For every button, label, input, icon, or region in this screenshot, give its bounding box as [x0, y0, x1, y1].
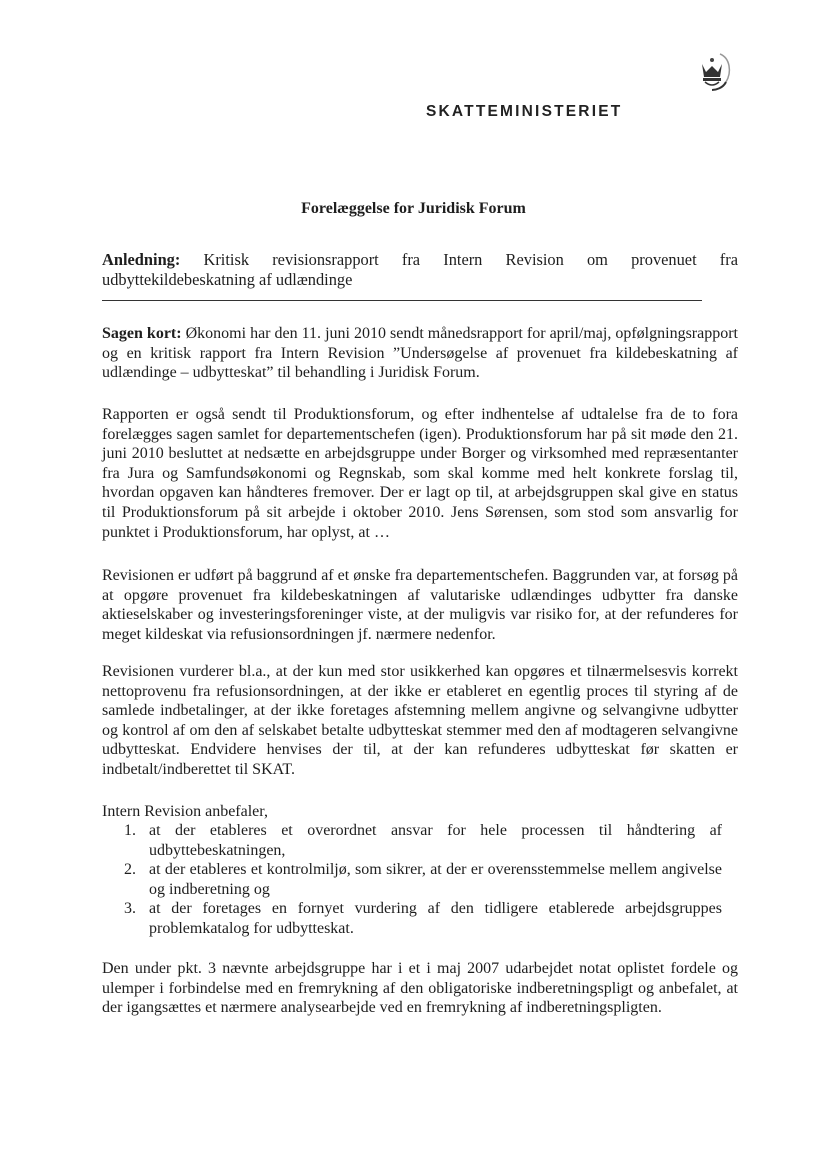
list-item: [102, 899, 722, 938]
list-item-text: at der etableres et kontrolmiljø, som sikrer, at der er overensstemmelse mellem angivelse og indberetning og: [149, 861, 722, 898]
ministry-name: SKATTEMINISTERIET: [426, 103, 623, 120]
paragraph-revision-baggrund: Revisionen er udført på baggrund af et ønske fra departementschefen. Baggrunden var, at forsøg på at opgøre provenuet fra kildebeskatningen af valutariske udlændinges udbytter fra danske aktieselskaber og investeringsforeninger viste, at der muligvis var risiko for, at der refunderes for meget kildeskat via refusionsordningen jf. nærmere nedenfor.: [102, 567, 738, 643]
document-title: Forelæggelse for Juridisk Forum: [301, 200, 526, 217]
list-item: [102, 860, 722, 899]
list-item-text: at der etableres et overordnet ansvar for hele processen til håndtering af udbyttebeskatningen,: [149, 822, 722, 859]
paragraph-revision-vurdering: Revisionen vurderer bl.a., at der kun med stor usikkerhed kan opgøres et tilnærmelsesvis korrekt nettoprovenu fra refusionsordningen, at der ikke er etableret en egentlig proces til styring af de samlede indbetalinger, at der ikke foretages afstemning mellem angivne og selvangivne udbytter og kontrol af om den af selskabet betalte udbytteskat stemmer med den af modtageren selvangivne udbytteskat. Endvidere henvises der til, at der kan refunderes udbytteskat før skatten er indbetalt/indberettet til SKAT.: [102, 663, 738, 778]
sagen-kort-section: [102, 324, 738, 383]
list-item-number: 3.: [124, 900, 136, 918]
recommendations-list: [102, 821, 722, 939]
paragraph-produktionsforum: Rapporten er også sendt til Produktionsforum, og efter indhentelse af udtalelse fra de to fora forelægges sagen samlet for departementschefen (igen). Produktionsforum har på sit møde den 21. juni 2010 besluttet at nedsætte en arbejdsgruppe under Borger og virksomhed med repræsentanter fra Jura og Samfundsøkonomi og Regnskab, som skal komme med helt konkrete forslag til, hvordan opgaven kan håndteres fremover. Der er lagt op til, at arbejdsgruppen skal give en status til Produktionsforum på sit arbejde i oktober 2010. Jens Sørensen, som stod som ansvarlig for punktet i Produktionsforum, har oplyst, at …: [102, 406, 738, 541]
paragraph-closing: Den under pkt. 3 nævnte arbejdsgruppe har i et i maj 2007 udarbejdet notat oplistet fordele og ulemper i forbindelse med en fremrykning af den obligatoriske indberetningspligt og anbefalet, at der igangsættes et nærmere analysearbejde ved en fremrykning af indberetningspligten.: [102, 960, 738, 1017]
anledning-text: Kritisk revisionsrapport fra Intern Revision om provenuet fra udbyttekildebeskatning af udlændinge: [102, 250, 738, 289]
list-item-text: at der foretages en fornyet vurdering af den tidligere etablerede arbejdsgruppes problemkatalog for udbytteskat.: [149, 900, 722, 937]
crown-crest-icon: [692, 50, 732, 96]
sagen-kort-text: Økonomi har den 11. juni 2010 sendt månedsrapport for april/maj, opfølgningsrapport og en kritisk rapport fra Intern Revision ”Undersøgelse af provenuet fra kildebeskatning af udlændinge – udbytteskat” til behandling i Juridisk Forum.: [102, 325, 739, 382]
anledning-label: Anledning:: [102, 250, 181, 269]
anledning-section: [102, 250, 738, 289]
divider-line: [102, 300, 702, 301]
list-item-number: 1.: [124, 822, 136, 839]
sagen-kort-label: Sagen kort:: [102, 325, 182, 342]
recommendations-intro: Intern Revision anbefaler,: [102, 803, 268, 820]
list-item-number: 2.: [124, 861, 136, 879]
list-item: [102, 821, 722, 860]
